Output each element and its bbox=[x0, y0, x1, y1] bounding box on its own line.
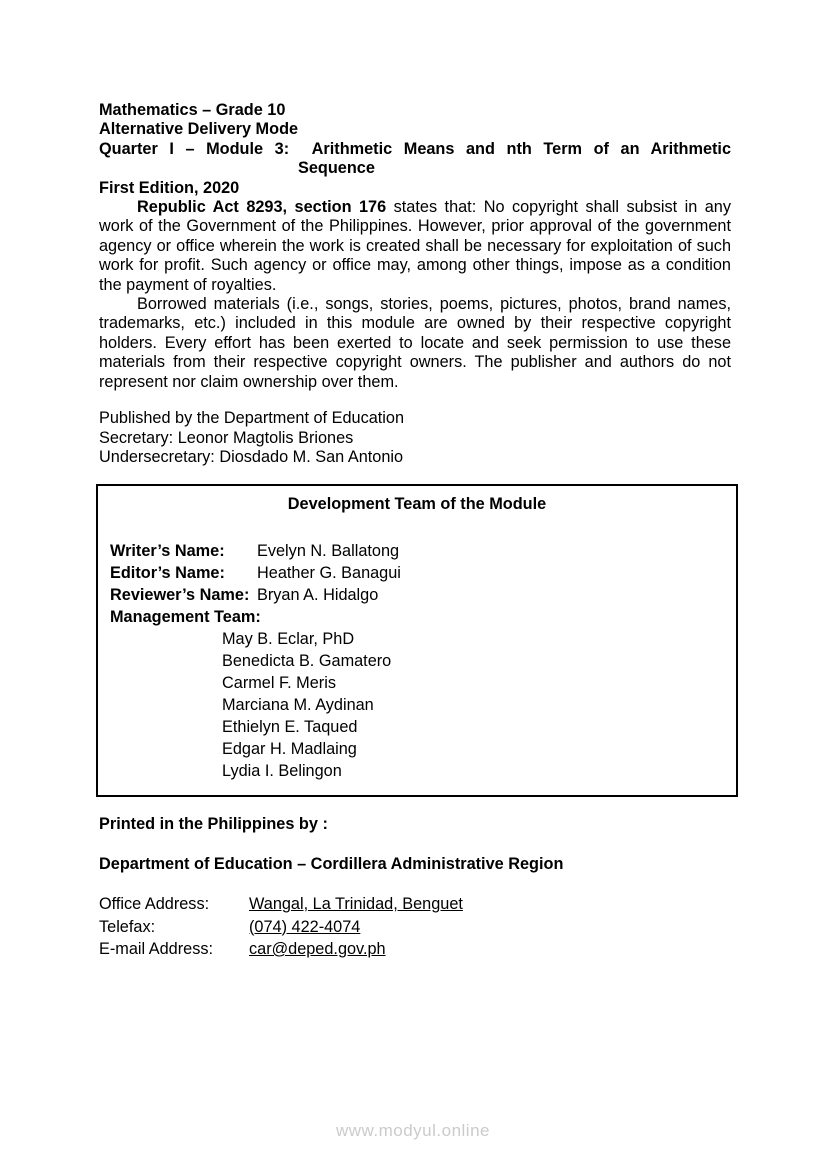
management-member: Carmel F. Meris bbox=[222, 674, 336, 693]
management-member: Marciana M. Aydinan bbox=[222, 696, 374, 715]
undersecretary-line: Undersecretary: Diosdado M. San Antonio bbox=[99, 447, 404, 466]
page-content bbox=[99, 101, 731, 960]
borrowed-materials-paragraph: Borrowed materials (i.e., songs, stories, poems, pictures, photos, brand names, trademarks, etc.) included in this module are owned by their respective copyright holders. Every effort has been exerted to locate and seek permission to use these materials from their respective copyright owners. The publisher and authors do not represent nor claim ownership over them. bbox=[99, 295, 731, 391]
email-address-label: E-mail Address: bbox=[99, 939, 214, 958]
printing-agency-line: Department of Education – Cordillera Administrative Region bbox=[99, 854, 564, 873]
development-team-box bbox=[96, 484, 738, 797]
reviewer-name: Bryan A. Hidalgo bbox=[257, 586, 379, 605]
management-member: Benedicta B. Gamatero bbox=[222, 652, 392, 671]
printed-in-philippines-line: Printed in the Philippines by : bbox=[99, 815, 328, 834]
republic-act-lead: Republic Act 8293, section 176 bbox=[137, 198, 387, 217]
copyright-paragraph bbox=[99, 198, 731, 295]
editor-name: Heather G. Banagui bbox=[257, 564, 401, 583]
module-header bbox=[99, 101, 731, 198]
secretary-line: Secretary: Leonor Magtolis Briones bbox=[99, 428, 354, 447]
management-member: Lydia I. Belingon bbox=[222, 762, 342, 781]
office-address-label: Office Address: bbox=[99, 895, 210, 914]
reviewer-row bbox=[110, 584, 724, 606]
delivery-mode-line: Alternative Delivery Mode bbox=[99, 120, 299, 139]
reviewer-label: Reviewer’s Name: bbox=[110, 586, 250, 605]
email-address-row bbox=[99, 938, 731, 960]
writer-label: Writer’s Name: bbox=[110, 542, 225, 561]
subject-grade-line: Mathematics – Grade 10 bbox=[99, 101, 286, 119]
copyright-paragraph-text: states that: No copyright shall subsist in any work of the Government of the Philippines. However, prior approval of the government agency or office wherein the work is created shall be necessary for exploitation of such work for profit. Such agency or office may, among other things, impose as a condition the payment of royalties. bbox=[99, 198, 731, 294]
management-member: May B. Eclar, PhD bbox=[222, 630, 355, 649]
module-title-line-2: Sequence bbox=[298, 159, 375, 178]
management-member: Ethielyn E. Taqued bbox=[222, 718, 358, 737]
editor-row bbox=[110, 562, 724, 584]
published-by-line: Published by the Department of Education bbox=[99, 409, 405, 428]
watermark-text: www.modyul.online bbox=[335, 1121, 490, 1140]
management-team-label: Management Team: bbox=[110, 608, 261, 627]
development-team-title: Development Team of the Module bbox=[287, 495, 547, 514]
office-address-value: Wangal, La Trinidad, Benguet bbox=[249, 895, 463, 914]
writer-row bbox=[110, 540, 724, 562]
module-title-line-1: Quarter I – Module 3: Arithmetic Means and nth Term of an Arithmetic bbox=[99, 139, 731, 158]
writer-name: Evelyn N. Ballatong bbox=[257, 542, 400, 561]
office-address-row bbox=[99, 893, 731, 915]
edition-line: First Edition, 2020 bbox=[99, 178, 240, 197]
editor-label: Editor’s Name: bbox=[110, 564, 225, 583]
contact-info-block bbox=[99, 893, 731, 960]
telefax-label: Telefax: bbox=[99, 917, 156, 936]
telefax-value: (074) 422-4074 bbox=[249, 917, 361, 936]
email-address-value: car@deped.gov.ph bbox=[249, 939, 386, 958]
telefax-row bbox=[99, 916, 731, 938]
management-member: Edgar H. Madlaing bbox=[222, 740, 357, 759]
publisher-block bbox=[99, 409, 731, 467]
